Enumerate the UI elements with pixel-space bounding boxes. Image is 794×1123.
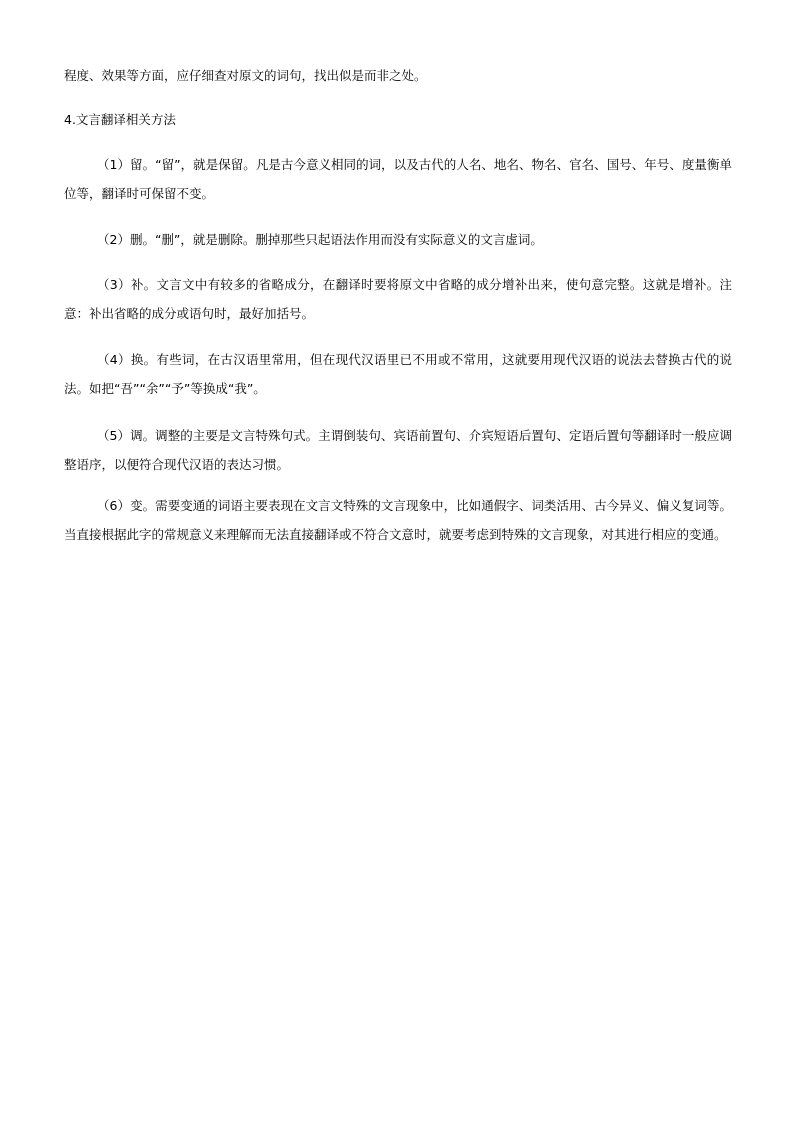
paragraph-adapt: （6）变。需要变通的词语主要表现在文言文特殊的文言现象中，比如通假字、词类活用、古今异义、偏义复词等。当直接根据此字的常规意义来理解而无法直接翻译或不符合文意时，就要考虑到特殊的文言现象，对其进行相应的变通。	[64, 498, 732, 542]
paragraph-replace: （4）换。有些词，在古汉语里常用，但在现代汉语里已不用或不常用，这就要用现代汉语的说法去替换古代的说法。如把“吾”“余”“予”等换成“我”。	[64, 352, 732, 396]
paragraph-continuation: 程度、效果等方面，应仔细查对原文的词句，找出似是而非之处。	[64, 68, 427, 83]
paragraph-keep: （1）留。“留”，就是保留。凡是古今意义相同的词，以及古代的人名、地名、物名、官名、国号、年号、度量衡单位等，翻译时可保留不变。	[64, 157, 732, 201]
paragraph-supplement: （3）补。文言文中有较多的省略成分，在翻译时要将原文中省略的成分增补出来，使句意完整。这就是增补。注意：补出省略的成分或语句时，最好加括号。	[64, 277, 732, 321]
paragraph-adjust: （5）调。调整的主要是文言特殊句式。主谓倒装句、宾语前置句、介宾短语后置句、定语后置句等翻译时一般应调整语序，以便符合现代汉语的表达习惯。	[64, 428, 732, 472]
paragraph-delete: （2）删。“删”，就是删除。删掉那些只起语法作用而没有实际意义的文言虚词。	[97, 232, 543, 247]
section-heading: 4.文言翻译相关方法	[64, 112, 176, 127]
